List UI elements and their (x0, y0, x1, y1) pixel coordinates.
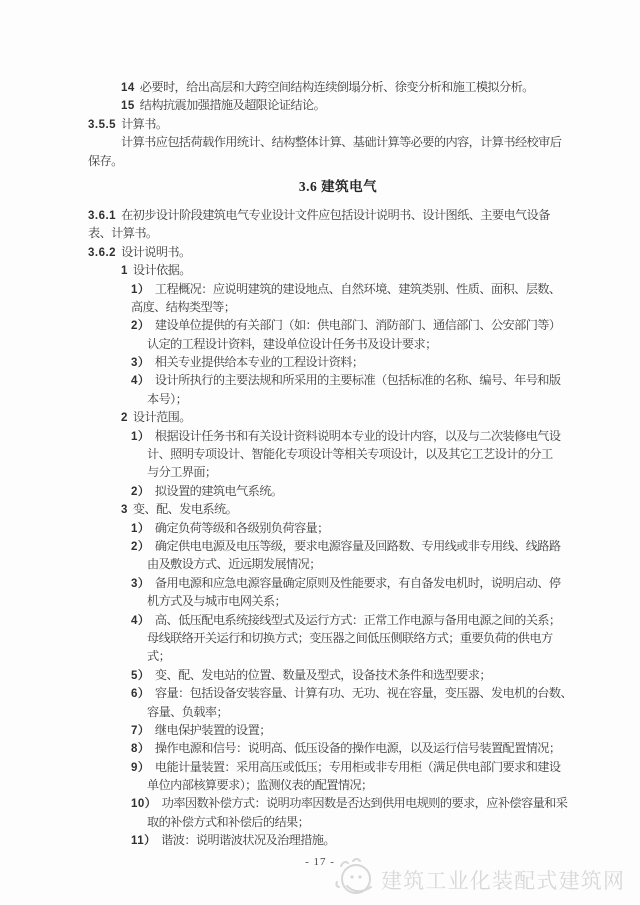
line-marker: 2） (131, 540, 150, 553)
text-line (88, 280, 588, 298)
section-heading: 3.6 建筑电气 (298, 178, 378, 194)
line-text: 与分工界面； (147, 465, 217, 480)
text-line (88, 647, 588, 665)
line-marker: 3.6.1 (88, 209, 117, 222)
line-marker: 2 (121, 412, 128, 425)
line-text: 高度、结构类型等； (131, 299, 236, 314)
text-line (88, 408, 588, 426)
line-marker: 3.5.5 (88, 118, 117, 131)
text-line (88, 224, 588, 242)
line-marker: 3） (131, 577, 150, 590)
line-text: 继电保护装置的设置； (154, 722, 271, 737)
mascot-face-icon (333, 854, 381, 905)
line-text: 设计所执行的主要法规和所采用的主要标准（包括标准的名称、编号、年号和版 (154, 373, 561, 388)
text-line (88, 316, 588, 334)
line-text: 认定的工程设计资料，建设单位设计任务书及设计要求； (147, 336, 437, 351)
line-marker: 3） (131, 357, 150, 370)
line-marker: 5） (131, 669, 150, 682)
line-text: 在初步设计阶段建筑电气专业设计文件应包括设计说明书、设计图纸、主要电气设备 (121, 207, 550, 222)
line-text: 表、计算书。 (88, 226, 158, 241)
watermark-text: 建筑工业化装配式建筑网 (381, 868, 626, 893)
text-line (88, 500, 588, 518)
line-text: 设计依据。 (132, 263, 191, 278)
line-text: 计算书。 (121, 116, 168, 131)
line-marker: 2） (131, 320, 150, 333)
text-line (88, 574, 588, 592)
line-text: 结构抗震加强措施及超限论证结论。 (139, 98, 326, 113)
section-3-6-lines (88, 206, 588, 850)
line-text: 建设单位提供的有关部门（如：供电部门、消防部门、通信部门、公安部门等） (154, 318, 561, 333)
line-marker: 7） (131, 724, 150, 737)
line-marker: 14 (121, 82, 135, 94)
line-text: 谐波：说明谐波状况及治理措施。 (161, 833, 335, 848)
text-line (88, 592, 588, 610)
line-text: 确定供电电源及电压等级，要求电源容量及回路数、专用线或非专用线、线路路 (154, 538, 561, 553)
text-line (88, 758, 588, 776)
text-line (88, 390, 588, 408)
text-line (88, 555, 588, 573)
line-text: 设计说明书。 (121, 244, 191, 259)
text-line (88, 703, 588, 721)
text-line (88, 335, 588, 353)
line-text: 取的补偿方式和补偿后的结果； (147, 814, 310, 829)
line-text: 操作电源和信号：说明高、低压设备的操作电源，以及运行信号装置配置情况； (154, 741, 561, 756)
text-line (88, 371, 588, 389)
text-line (88, 629, 588, 647)
line-text: 单位内部核算要求）；监测仪表的配置情况； (147, 778, 373, 793)
text-line (88, 537, 588, 555)
line-text: 确定负荷等级和各级别负荷容量； (154, 520, 329, 535)
text-line (88, 813, 588, 831)
text-line (88, 115, 588, 133)
text-line (88, 482, 588, 500)
line-text: 计、照明专项设计、智能化专项设计等相关专项设计，以及其它工艺设计的分工 (147, 447, 553, 462)
line-text: 由及敷设方式、近远期发展情况； (147, 557, 321, 572)
text-line (88, 684, 588, 702)
line-marker: 1） (131, 283, 150, 296)
text-line (88, 794, 588, 812)
line-text: 根据设计任务书和有关设计资料说明本专业的设计内容，以及与二次装修电气设 (154, 428, 561, 443)
text-line (88, 152, 588, 170)
text-line (88, 427, 588, 445)
line-text: 相关专业提供给本专业的工程设计资料； (154, 355, 364, 370)
line-text: 式； (147, 649, 171, 664)
text-line (88, 78, 588, 96)
line-marker: 1 (121, 265, 128, 278)
line-text: 容量、负载率； (147, 704, 229, 719)
line-marker: 15 (121, 100, 135, 113)
line-text: 备用电源和应急电源容量确定原则及性能要求，有自备发电机时，说明启动、停 (154, 575, 561, 590)
line-text: 变、配、发电站的位置、数量及型式，设备技术条件和选型要求； (154, 667, 491, 682)
line-marker: 3 (121, 504, 128, 517)
line-marker: 1） (131, 522, 150, 535)
section-3-5-lines (88, 78, 588, 170)
line-text: 容量：包括设备安装容量、计算有功、无功、视在容量，变压器、发电机的台数、 (154, 686, 573, 701)
line-text: 机方式及与城市电网关系； (147, 594, 287, 609)
line-text: 保存。 (88, 153, 123, 168)
line-text: 高、低压配电系统接线型式及运行方式：正常工作电源与备用电源之间的关系； (154, 612, 561, 627)
line-text: 拟设置的建筑电气系统。 (154, 483, 283, 498)
line-text: 本号）； (147, 391, 188, 406)
line-marker: 4） (131, 614, 150, 627)
page-number: - 17 - (305, 856, 335, 868)
text-line (88, 298, 588, 316)
line-text: 工程概况：应说明建筑的建设地点、自然环境、建筑类别、性质、面积、层数、 (154, 281, 561, 296)
text-line (88, 463, 588, 481)
line-text: 电能计量装置：采用高压或低压；专用柜或非专用柜（满足供电部门要求和建设 (154, 759, 561, 774)
line-marker: 10） (131, 798, 157, 811)
text-line (88, 611, 588, 629)
text-line (88, 739, 588, 757)
line-text: 设计范围。 (132, 410, 191, 425)
line-marker: 6） (131, 688, 150, 701)
text-line (88, 776, 588, 794)
text-line (88, 206, 588, 224)
text-line (88, 721, 588, 739)
line-text: 母线联络开关运行和切换方式；变压器之间低压侧联络方式；重要负荷的供电方 (147, 630, 553, 645)
text-line (88, 243, 588, 261)
text-line (88, 261, 588, 279)
line-text: 必要时，给出高层和大跨空间结构连续倒塌分析、徐变分析和施工模拟分析。 (139, 80, 534, 94)
document-body (88, 78, 588, 850)
text-line (88, 519, 588, 537)
line-marker: 4） (131, 375, 150, 388)
line-text: 功率因数补偿方式：说明功率因数是否达到供用电规则的要求，应补偿容量和采 (161, 796, 568, 811)
text-line (88, 445, 588, 463)
line-text: 变、配、发电系统。 (132, 502, 238, 517)
line-marker: 3.6.2 (88, 246, 117, 259)
line-marker: 1） (131, 430, 150, 443)
text-line (88, 666, 588, 684)
line-marker: 2） (131, 485, 150, 498)
text-line (88, 831, 588, 849)
text-line (88, 96, 588, 114)
line-marker: 9） (131, 761, 150, 774)
line-text: 计算书应包括荷载作用统计、结构整体计算、基础计算等必要的内容，计算书经校审后 (121, 135, 562, 150)
watermark (333, 854, 625, 905)
text-line (88, 133, 588, 151)
text-line (88, 353, 588, 371)
line-marker: 8） (131, 743, 150, 756)
line-marker: 11） (131, 835, 157, 848)
